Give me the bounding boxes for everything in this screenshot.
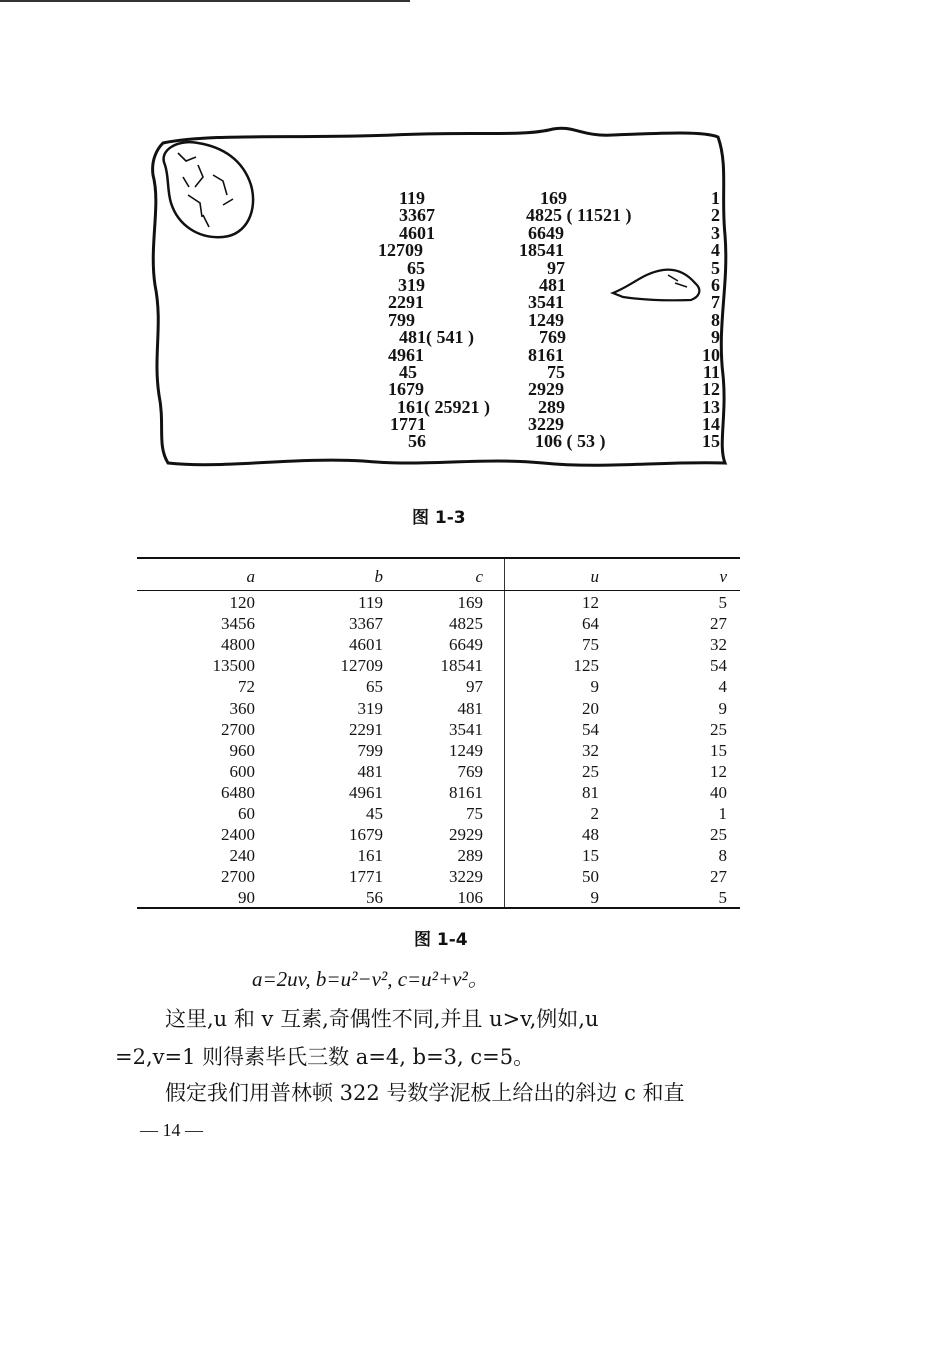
table-cell: 1 <box>718 804 727 823</box>
tablet-cell: 1249 <box>528 309 564 330</box>
tablet-cell: 3229 <box>528 414 564 435</box>
table-cell: 9 <box>590 888 599 908</box>
paragraph-line: =2,v=1 则得素毕氏三数 a=4, b=3, c=5。 <box>115 1045 535 1069</box>
table-cell: 3229 <box>449 867 483 887</box>
tablet-cell: 4601 <box>399 222 435 243</box>
tablet-row-number: 2 <box>711 205 720 226</box>
tablet-cell: 3541 <box>528 292 564 313</box>
tablet-cell: 106 ( 53 ) <box>535 431 606 452</box>
table-cell: 240 <box>229 846 255 866</box>
paragraph-line: 假定我们用普林顿 322 号数学泥板上给出的斜边 c 和直 <box>165 1081 685 1105</box>
table-cell: 25 <box>582 761 599 781</box>
table-cell: 15 <box>710 740 727 760</box>
tablet-column-b <box>513 190 683 451</box>
tablet-cell: 119 <box>399 188 426 208</box>
table-cell: 12709 <box>340 656 383 676</box>
table-cell: 2400 <box>221 825 255 845</box>
table-cell: 97 <box>466 677 483 697</box>
tablet-column-a <box>363 190 493 451</box>
table-cell: 13500 <box>212 656 255 676</box>
table-cell: 60 <box>238 804 255 823</box>
table-cell: 45 <box>366 804 383 823</box>
figure-1-3-caption: 图 1-3 <box>412 508 466 528</box>
table-cell: 2929 <box>449 825 483 845</box>
table-cell: 360 <box>229 698 255 718</box>
tablet-row-number: 3 <box>711 222 720 243</box>
header-b: b <box>374 567 383 586</box>
clay-tablet-figure <box>143 125 733 475</box>
tablet-cell: 2929 <box>528 379 564 400</box>
table-top-rule <box>137 557 740 559</box>
table-cell: 1249 <box>449 740 483 760</box>
tablet-cell: 6649 <box>528 222 564 243</box>
table-cell: 40 <box>710 782 727 802</box>
table-cell: 65 <box>366 677 383 697</box>
formula: a=2uv, b=u²−v², c=u²+v²。 <box>252 967 489 991</box>
tablet-cell: 1771 <box>390 414 426 435</box>
table-cell: 600 <box>229 761 255 781</box>
top-rule <box>0 0 410 2</box>
tablet-cell: 161( 25921 ) <box>397 396 490 417</box>
tablet-cell: 289 <box>538 396 565 417</box>
tablet-row-number: 9 <box>711 327 720 348</box>
table-cell: 54 <box>582 719 599 739</box>
table-cell: 75 <box>466 804 483 823</box>
tablet-row-number: 1 <box>711 188 720 208</box>
table-cell: 769 <box>457 761 483 781</box>
table-cell: 27 <box>710 614 727 634</box>
table-cell: 2700 <box>221 867 255 887</box>
table-cell: 289 <box>457 846 483 866</box>
table-cell: 25 <box>710 825 727 845</box>
tablet-column-row-numbers <box>690 190 720 451</box>
table-cell: 4825 <box>449 614 483 634</box>
header-v: v <box>719 567 727 586</box>
table-cell: 169 <box>457 593 483 612</box>
page-number: — 14 — <box>140 1120 203 1140</box>
tablet-cell: 769 <box>539 327 566 348</box>
tablet-row-number: 14 <box>702 414 720 435</box>
table-cell: 2700 <box>221 719 255 739</box>
table-cell: 2 <box>590 804 599 823</box>
tablet-row-number: 15 <box>702 431 720 452</box>
tablet-row-number: 12 <box>702 379 720 400</box>
table-cell: 12 <box>582 593 599 612</box>
tablet-cell: 75 <box>547 361 565 382</box>
table-cell: 319 <box>357 698 383 718</box>
table-cell: 120 <box>229 593 255 612</box>
table-cell: 9 <box>718 698 727 718</box>
header-c: c <box>475 567 483 586</box>
tablet-cell: 2291 <box>388 292 424 313</box>
table-cell: 6649 <box>449 635 483 655</box>
table-cell: 1679 <box>349 825 383 845</box>
table-cell: 799 <box>357 740 383 760</box>
table-cell: 6480 <box>221 782 255 802</box>
table-cell: 50 <box>582 867 599 887</box>
tablet-cell: 799 <box>388 309 415 330</box>
tablet-cell: 65 <box>407 257 425 278</box>
table-cell: 4 <box>718 677 727 697</box>
table-cell: 75 <box>582 635 599 655</box>
table-cell: 12 <box>710 761 727 781</box>
table-header-rule <box>137 590 740 591</box>
table-cell: 20 <box>582 698 599 718</box>
tablet-cell: 3367 <box>399 205 435 226</box>
tablet-cell: 481 <box>539 274 566 295</box>
table-cell: 81 <box>582 782 599 802</box>
table-cell: 125 <box>573 656 599 676</box>
table-cell: 8161 <box>449 782 483 802</box>
header-a: a <box>246 567 255 586</box>
table-cell: 481 <box>457 698 483 718</box>
table-cell: 9 <box>590 677 599 697</box>
figure-1-4-caption: 图 1-4 <box>414 930 468 950</box>
table-cell: 960 <box>229 740 255 760</box>
tablet-cell: 12709 <box>378 240 423 261</box>
tablet-row-number: 11 <box>702 361 720 382</box>
table-cell: 481 <box>357 761 383 781</box>
table-cell: 2291 <box>349 719 383 739</box>
table-bottom-rule <box>137 907 740 909</box>
table-cell: 3456 <box>221 614 255 634</box>
table-cell: 3541 <box>449 719 483 739</box>
table-cell: 161 <box>357 846 383 866</box>
table-cell: 4800 <box>221 635 255 655</box>
tablet-row-number: 6 <box>711 274 720 295</box>
tablet-cell: 97 <box>547 257 565 278</box>
table-cell: 25 <box>710 719 727 739</box>
tablet-cell: 4825 ( 11521 ) <box>526 205 632 226</box>
header-u: u <box>590 567 599 586</box>
table-cell: 15 <box>582 846 599 866</box>
table-cell: 56 <box>366 888 383 908</box>
tablet-cell: 169 <box>540 188 567 208</box>
tablet-cell: 1679 <box>388 379 424 400</box>
table-cell: 32 <box>582 740 599 760</box>
table-cell: 54 <box>710 656 727 676</box>
table-cell: 27 <box>710 867 727 887</box>
table-column-separator <box>504 559 505 909</box>
table-cell: 119 <box>358 593 383 612</box>
tablet-cell: 8161 <box>528 344 564 365</box>
table-cell: 72 <box>238 677 255 697</box>
tablet-row-number: 5 <box>711 257 720 278</box>
table-cell: 90 <box>238 888 255 908</box>
tablet-row-number: 8 <box>711 309 720 330</box>
table-cell: 48 <box>582 825 599 845</box>
table-cell: 1771 <box>349 867 383 887</box>
tablet-cell: 4961 <box>388 344 424 365</box>
tablet-row-number: 4 <box>711 240 720 261</box>
tablet-row-number: 7 <box>711 292 720 313</box>
table-cell: 4961 <box>349 782 383 802</box>
table-cell: 4601 <box>349 635 383 655</box>
tablet-cell: 56 <box>408 431 426 452</box>
table-cell: 32 <box>710 635 727 655</box>
tablet-row-number: 13 <box>702 396 720 417</box>
tablet-cell: 45 <box>399 361 417 382</box>
table-cell: 106 <box>457 888 483 908</box>
table-cell: 64 <box>582 614 599 634</box>
table-cell: 3367 <box>349 614 383 634</box>
table-cell: 5 <box>718 593 727 612</box>
tablet-row-number: 10 <box>702 344 720 365</box>
table-cell: 8 <box>718 846 727 866</box>
paragraph-line: 这里,u 和 v 互素,奇偶性不同,并且 u>v,例如,u <box>165 1007 599 1031</box>
table-cell: 18541 <box>440 656 483 676</box>
tablet-cell: 481( 541 ) <box>399 327 474 348</box>
tablet-cell: 319 <box>398 274 425 295</box>
tablet-cell: 18541 <box>519 240 564 261</box>
rock-icon <box>164 142 254 237</box>
table-cell: 5 <box>718 888 727 908</box>
